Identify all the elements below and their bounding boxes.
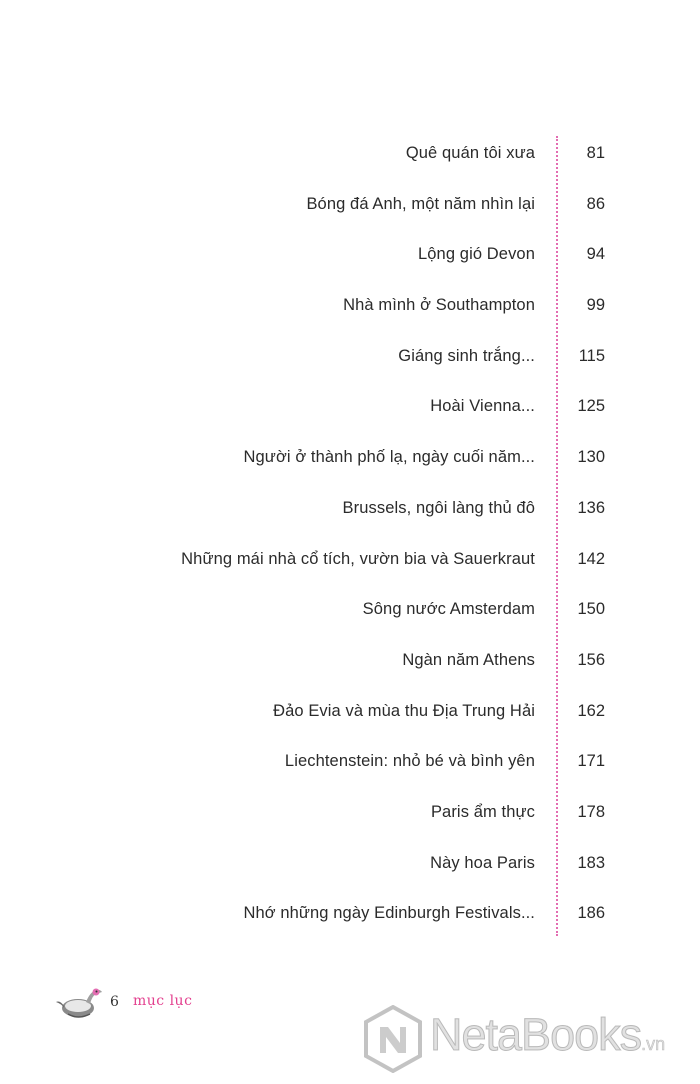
toc-entry-page: 142 — [577, 549, 605, 568]
section-name: mục lục — [133, 993, 193, 1009]
toc-entry-page: 125 — [577, 397, 605, 416]
toc-entry — [0, 588, 700, 639]
watermark-text: NetaBooks.vn — [430, 1009, 666, 1060]
toc-entry-page: 81 — [586, 144, 605, 162]
toc-entry-title: Nhà mình ở Southampton — [343, 296, 535, 315]
toc-entry — [0, 183, 700, 234]
toc-entry-page: 150 — [577, 600, 605, 619]
toc-entry — [0, 385, 700, 436]
toc-entry-title: Đảo Evia và mùa thu Địa Trung Hải — [273, 701, 535, 720]
toc-entry — [0, 740, 700, 791]
netabooks-logo-icon — [362, 1005, 424, 1073]
bird-icon — [56, 984, 104, 1020]
toc-entry — [0, 284, 700, 335]
toc-entry-page: 156 — [577, 650, 605, 669]
toc-entry-page: 171 — [577, 752, 605, 771]
toc-entry — [0, 233, 700, 284]
toc-entry-title: Brussels, ngôi làng thủ đô — [342, 498, 535, 517]
toc-entry-page: 99 — [586, 296, 605, 315]
toc-entry-page: 162 — [577, 701, 605, 720]
toc-entry — [0, 436, 700, 487]
toc-entry-title: Paris ẩm thực — [430, 802, 535, 821]
toc-entry — [0, 690, 700, 741]
toc-entry — [0, 335, 700, 386]
toc-divider — [556, 136, 558, 936]
toc-entry-title: Những mái nhà cổ tích, vườn bia và Sauerkraut — [181, 549, 535, 568]
toc-entry-page: 130 — [577, 448, 605, 467]
toc-entry-page: 94 — [586, 245, 605, 264]
toc-entry-title: Hoài Vienna... — [430, 397, 535, 416]
page-footer — [56, 980, 356, 1020]
toc-entry-title: Sông nước Amsterdam — [362, 600, 535, 619]
watermark — [362, 1005, 700, 1075]
toc-entry — [0, 639, 700, 690]
toc-entry-title: Bóng đá Anh, một năm nhìn lại — [306, 194, 535, 213]
toc-entry-page: 178 — [577, 802, 605, 821]
toc-entry — [0, 791, 700, 842]
toc-entry-title: Nhớ những ngày Edinburgh Festivals... — [243, 904, 535, 923]
toc-entry-page: 86 — [586, 194, 605, 213]
page-number: 6 — [110, 994, 119, 1010]
toc-entry-title: Ngàn năm Athens — [402, 650, 535, 669]
toc-entry — [0, 892, 700, 943]
toc-entry — [0, 842, 700, 893]
table-of-contents — [0, 132, 700, 943]
toc-entry — [0, 538, 700, 589]
toc-entry-title: Liechtenstein: nhỏ bé và bình yên — [284, 752, 535, 771]
toc-entry — [0, 132, 700, 183]
toc-entry — [0, 487, 700, 538]
toc-entry-page: 186 — [577, 904, 605, 923]
toc-entry-title: Quê quán tôi xưa — [405, 144, 535, 162]
toc-entry-title: Này hoa Paris — [430, 853, 535, 872]
toc-entry-title: Giáng sinh trắng... — [398, 346, 535, 365]
toc-entry-page: 183 — [577, 853, 605, 872]
toc-entry-title: Người ở thành phố lạ, ngày cuối năm... — [243, 448, 535, 467]
toc-entry-page: 115 — [578, 346, 605, 365]
toc-entry-page: 136 — [577, 498, 605, 517]
toc-entry-title: Lộng gió Devon — [418, 245, 535, 264]
